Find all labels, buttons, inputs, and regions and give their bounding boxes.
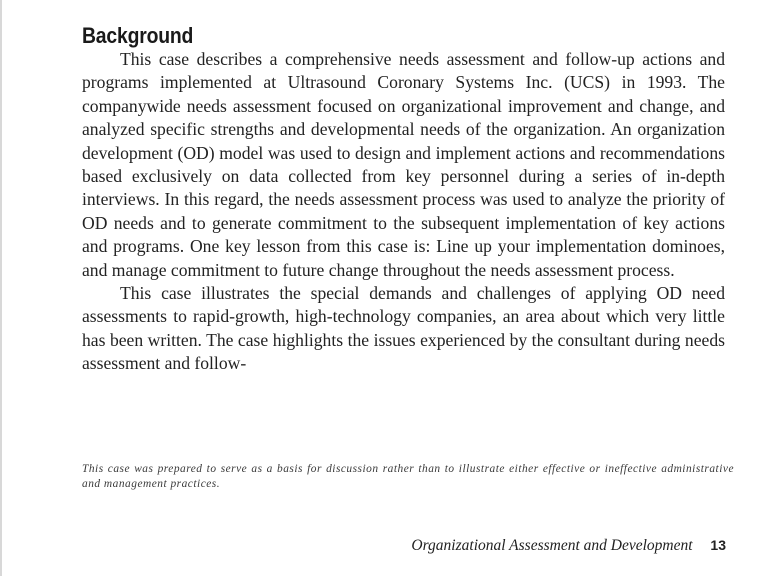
paragraph-2: This case illustrates the special demands and challenges of applying OD need assessments to rapid-growth, high-technology companies, an area about which very little has been written. The case highlights the issues experienced by the consultant during needs assessment and follow- xyxy=(82,283,725,374)
footnote: This case was prepared to serve as a basis for discussion rather than to illustrate either effective or ineffective administrative and management practices. xyxy=(82,463,734,490)
scan-edge xyxy=(0,0,2,576)
section-heading: Background xyxy=(82,23,194,48)
page-content xyxy=(82,22,725,376)
running-title: Organizational Assessment and Development xyxy=(411,537,693,554)
body-text xyxy=(82,48,725,376)
paragraph-1: This case describes a comprehensive needs assessment and follow-up actions and programs implemented at Ultrasound Coronary Systems Inc. (UCS) in 1993. The companywide needs assessment focused on organizational improvement and change, and analyzed specific strengths and developmental needs of the organization. An organization development (OD) model was used to design and implement actions and recommendations based exclusively on data collected from key personnel during a series of in-depth interviews. In this regard, the needs assessment process was used to analyze the priority of OD needs and to generate commitment to the subsequent implementation of key actions and programs. One key lesson from this case is: Line up your implementation dominoes, and manage commitment to future change throughout the needs assessment process. xyxy=(82,49,725,280)
page-footer xyxy=(411,537,726,555)
page-number: 13 xyxy=(710,537,726,553)
